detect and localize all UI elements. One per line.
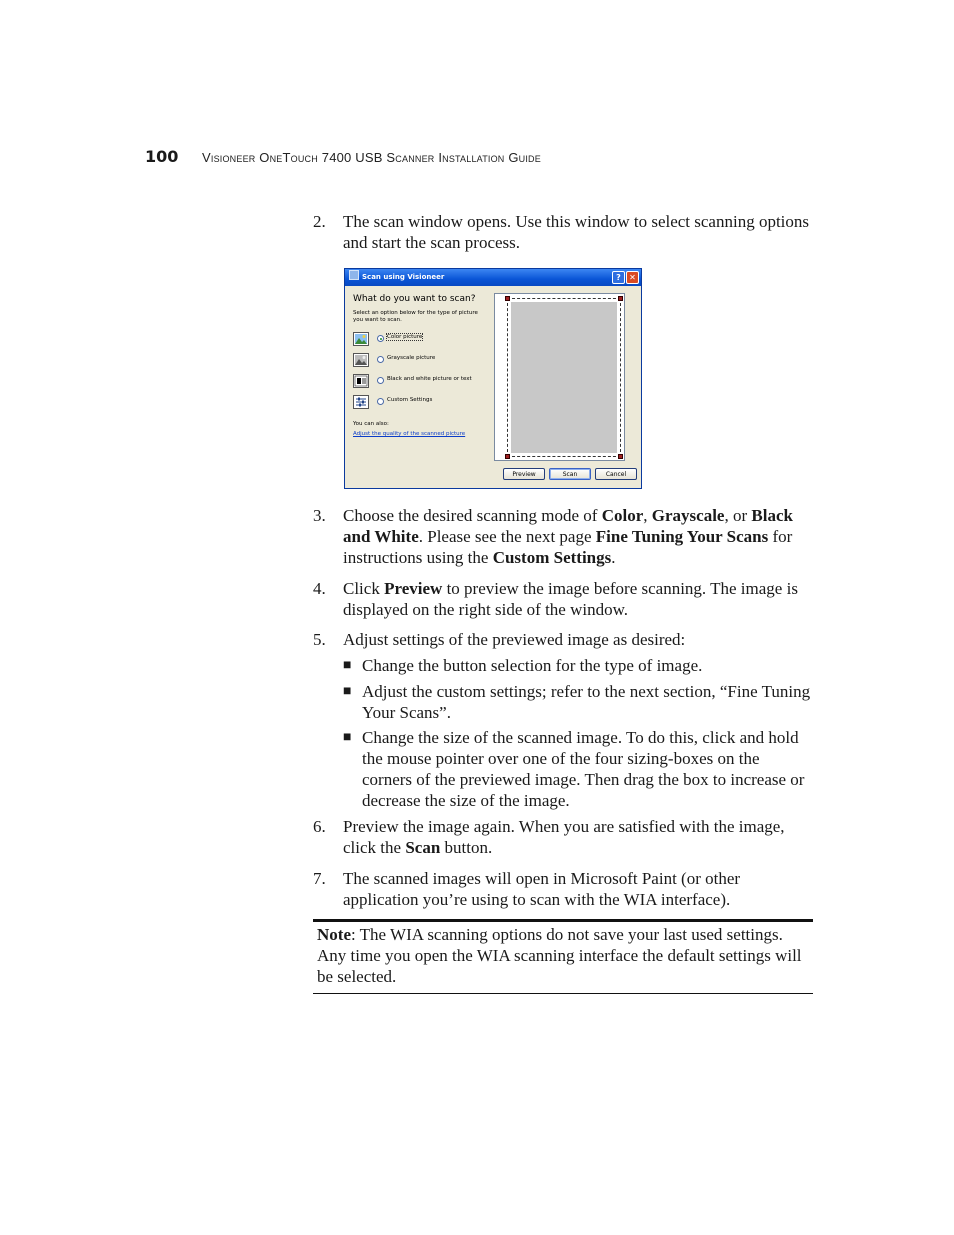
- scan-dialog: [344, 268, 642, 489]
- step-5: [313, 629, 813, 650]
- bullet-item: [343, 655, 813, 676]
- sizing-handle-bottom-right[interactable]: [618, 454, 623, 459]
- step-number: 6.: [313, 817, 326, 836]
- page-number: 100: [145, 147, 179, 166]
- scan-selection-box[interactable]: [507, 298, 621, 457]
- bw-picture-icon[interactable]: [353, 374, 369, 388]
- step-text: The scanned images will open in Microsoft Paint (or other application you’re using to scan with the WIA interface).: [343, 869, 741, 909]
- option-label[interactable]: Custom Settings: [387, 397, 433, 403]
- custom-settings-radio[interactable]: [377, 398, 384, 405]
- step-number: 4.: [313, 579, 326, 598]
- step-number: 2.: [313, 212, 326, 231]
- note-box: [313, 919, 813, 994]
- grayscale-picture-radio[interactable]: [377, 356, 384, 363]
- running-head: Visioneer OneTouch 7400 USB Scanner Installation Guide: [202, 150, 541, 165]
- scan-question: What do you want to scan?: [353, 294, 476, 304]
- bullet-item: [343, 681, 813, 723]
- bullet-square-icon: ■: [343, 684, 352, 699]
- step-text: Preview the image again. When you are satisfied with the image, click the Scan button.: [343, 817, 785, 857]
- preview-pane[interactable]: [494, 293, 625, 461]
- close-button[interactable]: ✕: [626, 271, 639, 284]
- option-label[interactable]: Black and white picture or text: [387, 376, 472, 382]
- bullet-square-icon: ■: [343, 730, 352, 745]
- option-label[interactable]: Grayscale picture: [387, 355, 436, 361]
- step-number: 7.: [313, 869, 326, 888]
- scanner-app-icon: [349, 270, 359, 280]
- grayscale-picture-icon[interactable]: [353, 353, 369, 367]
- step-text: Click Preview to preview the image before scanning. The image is displayed on the right side of the window.: [343, 579, 798, 619]
- color-picture-radio[interactable]: [377, 335, 384, 342]
- bw-picture-radio[interactable]: [377, 377, 384, 384]
- cancel-button[interactable]: Cancel: [595, 468, 637, 480]
- sizing-handle-top-right[interactable]: [618, 296, 623, 301]
- option-grayscale-picture[interactable]: [353, 353, 493, 369]
- bullet-item: [343, 727, 813, 811]
- help-button[interactable]: ?: [612, 271, 625, 284]
- step-4: [313, 578, 813, 620]
- dialog-titlebar: [345, 269, 641, 286]
- bullet-text: Change the size of the scanned image. To do this, click and hold the mouse pointer over one of the four sizing-boxes on the corners of the previewed image. Then drag the box to increase or decrease the size of the image.: [362, 728, 805, 810]
- sizing-handle-top-left[interactable]: [505, 296, 510, 301]
- note-text: : The WIA scanning options do not save your last used settings. Any time you open the WIA scanning interface the default settings will be selected.: [317, 925, 802, 986]
- sizing-handle-bottom-left[interactable]: [505, 454, 510, 459]
- also-label: You can also:: [353, 421, 389, 427]
- step-3: [313, 505, 813, 568]
- bullet-text: Adjust the custom settings; refer to the next section, “Fine Tuning Your Scans”.: [362, 682, 811, 722]
- bullet-text: Change the button selection for the type of image.: [362, 656, 703, 675]
- preview-image: [511, 302, 617, 453]
- step-text: Adjust settings of the previewed image as desired:: [343, 630, 686, 649]
- option-label[interactable]: Color picture: [387, 334, 423, 340]
- note-label: Note: [317, 925, 351, 944]
- dialog-body: [345, 286, 641, 488]
- step-number: 5.: [313, 630, 326, 649]
- option-custom-settings[interactable]: [353, 395, 493, 411]
- custom-settings-icon[interactable]: [353, 395, 369, 409]
- step-text: The scan window opens. Use this window to select scanning options and start the scan process.: [343, 212, 810, 252]
- scan-button[interactable]: Scan: [549, 468, 591, 480]
- step-7: [313, 868, 813, 910]
- scan-instruction: Select an option below for the type of picture you want to scan.: [353, 310, 478, 323]
- dialog-title: Scan using Visioneer: [362, 273, 445, 281]
- color-picture-icon[interactable]: [353, 332, 369, 346]
- step-text: Choose the desired scanning mode of Color, Grayscale, or Black and White. Please see the next page Fine Tuning Your Scans for instructions using the Custom Settings.: [343, 506, 793, 567]
- adjust-quality-link[interactable]: Adjust the quality of the scanned picture: [353, 431, 466, 437]
- step-2: [313, 211, 813, 253]
- bullet-square-icon: ■: [343, 658, 352, 673]
- step-number: 3.: [313, 506, 326, 525]
- step-6: [313, 816, 813, 858]
- preview-button[interactable]: Preview: [503, 468, 545, 480]
- option-bw-picture[interactable]: [353, 374, 493, 390]
- option-color-picture[interactable]: [353, 332, 493, 348]
